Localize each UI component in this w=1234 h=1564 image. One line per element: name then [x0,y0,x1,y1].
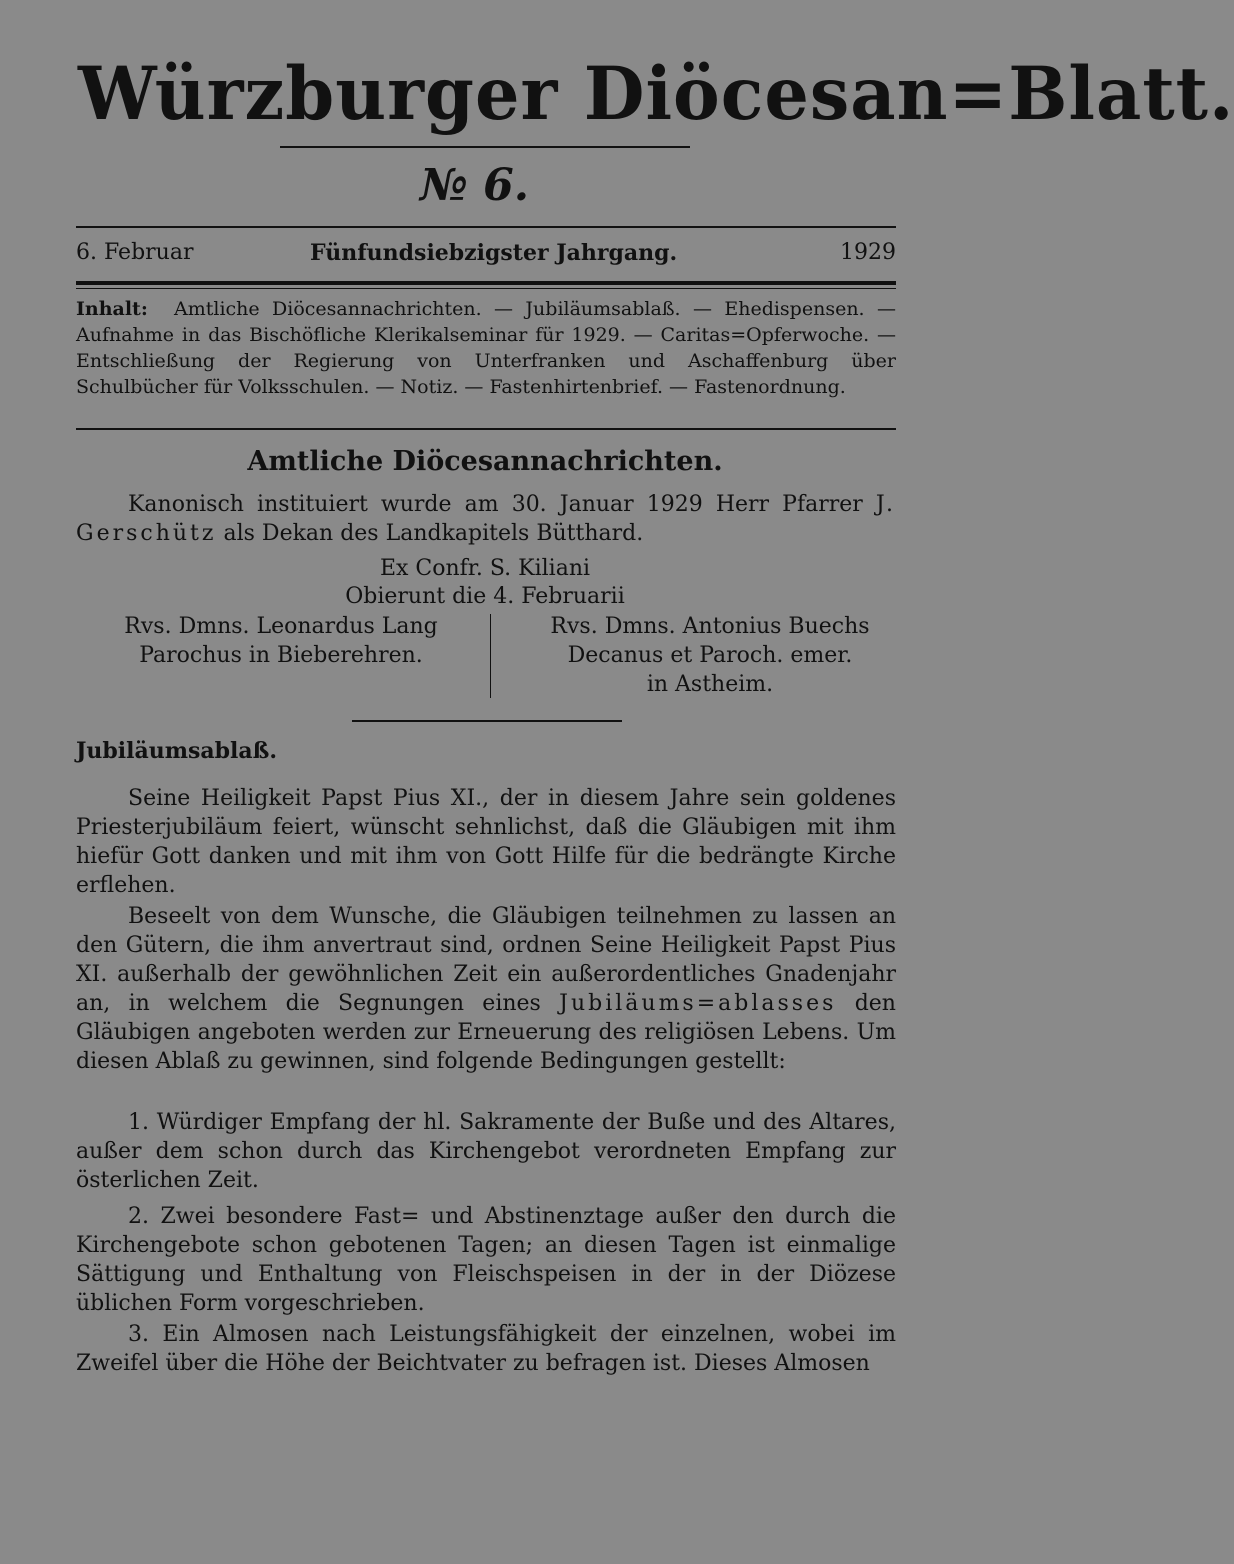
obituary-left [76,612,486,670]
announcement-text-a: Kanonisch instituiert wurde am 30. Januar 1929 Herr Pfarrer [128,492,863,517]
jubilee-spaced-term: Jubiläums=ablasses [559,991,837,1016]
obituary-right [500,612,920,699]
dateline [76,240,896,274]
rule-above-dateline [76,226,896,228]
section-title-jubilaeum: Jubiläumsablaß. [76,738,278,764]
ex-confr-line: Ex Confr. S. Kiliani [379,556,591,581]
rule-top-short [280,146,690,148]
condition-item-1: 1. Würdiger Empfang der hl. Sakramente der Buße und des Altares, außer dem schon durch das Kirchengebot verordneten Empfang zur österlichen Zeit. [76,1110,896,1193]
issue-date: 6. Februar [76,240,194,265]
obierunt-line: Obierunt die 4. Februarii [345,584,625,609]
rule-below-dateline-thin [76,288,896,289]
contents-text: Amtliche Diöcesannachrichten. — Jubiläumsablaß. — Ehedispensen. — Aufnahme in das Bischöfliche Klerikalseminar für 1929. — Caritas=Opferwoche. — Entschließung der Regierung von Unterfranken und Aschaffenburg über Schulbücher für Volksschulen. — Notiz. — Fastenhirtenbrief. — Fastenordnung. [76,298,896,398]
obituary-right-name: Rvs. Dmns. Antonius Buechs [550,614,870,639]
announcement-paragraph [76,490,896,548]
announcement-text-b: als Dekan des Landkapitels Bütthard. [223,521,644,546]
condition-item-2: 2. Zwei besondere Fast= und Abstinenztage außer den durch die Kirchengebote schon gebotenen Tagen; an diesen Tagen ist einmalige Sättigung und Enthaltung von Fleischspeisen in der in der Diözese üblichen Form vorgeschrieben. [76,1204,896,1316]
obituary-right-role: Decanus et Paroch. emer. [567,643,853,668]
obituary-right-place: in Astheim. [646,672,774,697]
jubilee-paragraph-2 [76,902,896,1076]
jubilee-paragraph-1: Seine Heiligkeit Papst Pius XI., der in diesem Jahre sein goldenes Priesterjubiläum feiert, wünscht sehnlichst, daß die Gläubigen mit ihm hiefür Gott danken und mit ihm von Gott Hilfe für die bedrängte Kirche erflehen. [76,786,896,898]
volume-label: Fünfundsiebzigster Jahrgang. [310,240,678,266]
contents-label: Inhalt: [76,298,148,320]
jubilee-paragraph-2a: Beseelt von dem Wunsche, die Gläubigen teilnehmen zu lassen an den Gütern, die ihm anvertraut sind, ordnen Seine Heiligkeit Papst Pius XI. außerhalb der gewöhnlichen Zeit ein außerordentliches Gnadenjahr an, in welchem die Segnungen eines [76,904,896,1016]
masthead-title: Würzburger Diöcesan=Blatt. [78,49,1234,138]
condition-item-3: 3. Ein Almosen nach Leistungsfähigkeit der einzelnen, wobei im Zweifel über die Höhe der Beichtvater zu befragen ist. Dieses Almosen [76,1322,896,1376]
jubilee-paragraph-2b: den Gläubigen angeboten werden zur Erneuerung des religiösen Lebens. Um diesen Ablaß zu gewinnen, sind folgende Bedingungen gestellt: [76,991,896,1074]
obituary-left-name: Rvs. Dmns. Leonardus Lang [124,614,438,639]
obituary-left-role: Parochus in Bieberehren. [139,643,423,668]
rule-below-contents [76,428,896,430]
rule-below-dateline-thick [76,281,896,285]
section-separator [352,720,622,722]
issue-number: № 6. [420,160,530,211]
announcement-name: J. Gerschütz [76,492,896,546]
issue-year: 1929 [840,240,896,265]
column-divider [490,614,491,698]
section-title-amtliche: Amtliche Diöcesannachrichten. [247,446,723,477]
table-of-contents [76,296,896,400]
